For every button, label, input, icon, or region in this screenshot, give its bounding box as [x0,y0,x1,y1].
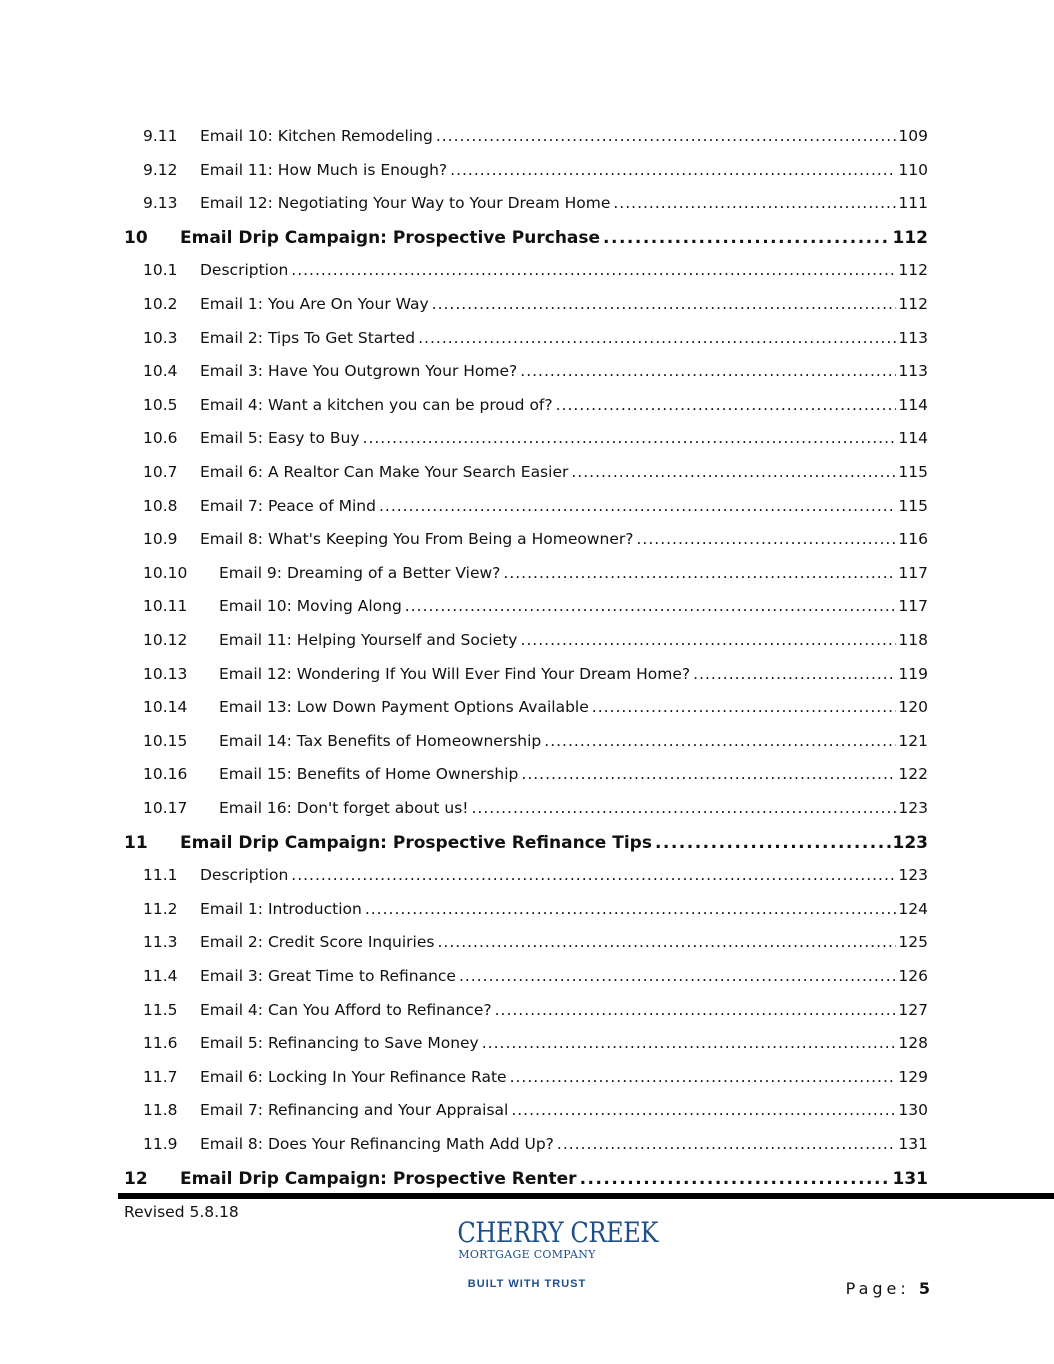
toc-entry-line [200,527,928,551]
toc-entry-page: 117 [896,594,928,618]
toc-entry-title: Description [200,863,291,887]
toc-entry[interactable] [0,695,1054,719]
toc-entry-number: 9.12 [143,160,178,179]
toc-entry-page: 128 [896,1031,928,1055]
toc-entry-title: Email 11: Helping Yourself and Society [219,628,520,652]
toc-entry-line [200,359,928,383]
toc-entry-number: 11.3 [143,933,178,952]
toc-entry-line [200,326,928,350]
toc-entry-line [219,628,928,652]
toc-entry-line [200,897,928,921]
toc-dot-leader [472,796,897,820]
toc-entry-title: Email 15: Benefits of Home Ownership [219,762,521,786]
toc-entry-number: 9.11 [143,127,178,145]
toc-dot-leader [544,729,896,753]
toc-entry[interactable] [0,359,1054,383]
toc-entry-line [200,292,928,316]
toc-entry-number: 11 [124,832,148,853]
toc-dot-leader [520,628,896,652]
toc-entry-number: 10.16 [143,765,188,784]
toc-entry[interactable] [0,158,1054,182]
toc-entry-title: Email 8: What's Keeping You From Being a Homeowner? [200,527,637,551]
toc-entry-title: Email 9: Dreaming of a Better View? [219,561,503,585]
toc-entry[interactable] [0,1132,1054,1156]
toc-dot-leader [482,1031,897,1055]
toc-entry-title: Email 16: Don't forget about us! [219,796,472,820]
company-logo [446,1216,658,1290]
toc-dot-leader [503,561,896,585]
toc-dot-leader [693,662,896,686]
toc-entry-line [200,158,928,182]
toc-entry-page: 113 [896,359,928,383]
toc-entry-title: Email 3: Great Time to Refinance [200,964,459,988]
toc-entry-title: Email Drip Campaign: Prospective Refinance Tips [180,831,655,855]
toc-entry-number: 10.3 [143,328,178,347]
toc-entry-page: 123 [892,832,928,853]
toc-entry-line [219,762,928,786]
toc-entry[interactable] [0,1031,1054,1055]
footer-rule [118,1193,1054,1199]
toc-entry-number: 12 [124,1168,148,1189]
toc-entry[interactable] [0,292,1054,316]
toc-entry-title: Email 1: Introduction [200,897,365,921]
toc-entry-page: 126 [896,964,928,988]
toc-entry-number: 10 [124,227,148,248]
toc-entry-page: 122 [896,762,928,786]
toc-entry-title: Email 6: Locking In Your Refinance Rate [200,1065,510,1089]
toc-dot-leader [432,292,897,316]
toc-entry-title: Email 12: Wondering If You Will Ever Find Your Dream Home? [219,662,693,686]
toc-entry[interactable] [0,124,1054,148]
toc-entry-page: 112 [896,292,928,316]
toc-entry-title: Email 6: A Realtor Can Make Your Search Easier [200,460,571,484]
toc-entry-line [200,191,928,215]
toc-entry-page: 123 [896,863,928,887]
toc-entry-page: 115 [896,494,928,518]
toc-entry-title: Email 5: Refinancing to Save Money [200,1031,482,1055]
logo-wordmark: CHERRY CREEK [457,1216,658,1249]
toc-dot-leader [450,158,896,182]
page-number [846,1279,930,1298]
toc-entry-number: 10.8 [143,496,178,515]
page-label: Page: [845,1279,910,1298]
logo-tagline: BUILT WITH TRUST [467,1278,587,1290]
toc-entry-title: Email 2: Credit Score Inquiries [200,930,437,954]
toc-entry-title: Email 5: Easy to Buy [200,426,363,450]
toc-entry-page: 123 [896,796,928,820]
toc-entry-line [180,1167,928,1191]
toc-entry[interactable] [0,561,1054,585]
toc-entry-page: 113 [896,326,928,350]
toc-entry-line [200,998,928,1022]
toc-entry-title: Email 10: Moving Along [219,594,405,618]
toc-entry-number: 10.14 [143,698,188,717]
toc-entry-title: Email 4: Want a kitchen you can be proud of? [200,393,556,417]
toc-entry[interactable] [0,1098,1054,1122]
toc-entry-line [219,662,928,686]
toc-entry-line [180,226,928,250]
toc-entry-line [200,930,928,954]
toc-entry-number: 11.2 [143,899,178,918]
toc-dot-leader [365,897,897,921]
toc-entry-number: 10.7 [143,463,178,481]
toc-entry[interactable] [0,494,1054,518]
toc-entry-line [180,831,928,855]
revision-note: Revised 5.8.18 [124,1203,239,1221]
toc-entry[interactable] [0,393,1054,417]
toc-dot-leader [655,831,891,855]
toc-dot-leader [510,1065,897,1089]
toc-entry-page: 114 [896,393,928,417]
toc-entry[interactable] [0,897,1054,921]
toc-chapter-entry[interactable] [0,1167,1054,1191]
toc-dot-leader [521,762,896,786]
toc-entry-page: 121 [896,729,928,753]
toc-dot-leader [495,998,897,1022]
toc-dot-leader [437,930,896,954]
toc-entry-number: 10.9 [143,530,178,549]
toc-entry-page: 114 [896,426,928,450]
toc-entry-number: 10.10 [143,563,188,582]
toc-entry-line [200,426,928,450]
toc-entry[interactable] [0,191,1054,215]
toc-entry-number: 10.6 [143,429,178,448]
toc-entry-number: 9.13 [143,194,178,213]
toc-dot-leader [592,695,897,719]
toc-entry-page: 124 [896,897,928,921]
toc-entry-title: Email 7: Refinancing and Your Appraisal [200,1098,511,1122]
toc-entry-title: Email 8: Does Your Refinancing Math Add Up? [200,1132,557,1156]
toc-entry-number: 11.8 [143,1101,178,1120]
toc-entry-number: 11.4 [143,967,178,985]
logo-subtitle: MORTGAGE COMPANY [458,1248,596,1261]
toc-entry-title: Email 1: You Are On Your Way [200,292,432,316]
toc-entry-number: 10.2 [143,295,178,313]
toc-entry-number: 11.1 [143,866,178,885]
toc-entry-title: Email 12: Negotiating Your Way to Your Dream Home [200,191,613,215]
toc-entry[interactable] [0,1065,1054,1089]
toc-entry-page: 119 [896,662,928,686]
toc-entry-page: 120 [896,695,928,719]
toc-entry-number: 11.7 [143,1067,178,1086]
toc-entry-title: Email 10: Kitchen Remodeling [200,124,436,148]
toc-entry-number: 10.11 [143,597,188,616]
toc-entry[interactable] [0,258,1054,282]
toc-entry-number: 11.6 [143,1034,178,1053]
toc-entry-line [200,1132,928,1156]
page-number-value: 5 [918,1279,930,1298]
toc-dot-leader [603,226,890,250]
toc-entry-line [200,1031,928,1055]
toc-entry-line [200,460,928,484]
toc-chapter-entry[interactable] [0,831,1054,855]
toc-entry[interactable] [0,662,1054,686]
toc-entry-line [219,594,928,618]
toc-entry-page: 112 [892,227,928,248]
toc-dot-leader [459,964,896,988]
toc-entry-title: Email 7: Peace of Mind [200,494,379,518]
toc-entry-title: Email 13: Low Down Payment Options Available [219,695,592,719]
toc-dot-leader [511,1098,896,1122]
toc-entry-line [200,494,928,518]
toc-dot-leader [291,863,896,887]
toc-entry-title: Description [200,258,291,282]
toc-entry-title: Email 4: Can You Afford to Refinance? [200,998,495,1022]
toc-entry-page: 131 [892,1168,928,1189]
toc-chapter-entry[interactable] [0,226,1054,250]
toc-entry[interactable] [0,594,1054,618]
toc-dot-leader [520,359,896,383]
toc-entry-page: 118 [896,628,928,652]
toc-dot-leader [637,527,897,551]
toc-entry-page: 116 [896,527,928,551]
toc-entry[interactable] [0,527,1054,551]
toc-entry-page: 109 [896,124,928,148]
toc-entry-number: 10.12 [143,631,188,649]
toc-entry-number: 10.5 [143,395,178,414]
toc-entry[interactable] [0,998,1054,1022]
toc-entry-number: 11.5 [143,1000,178,1019]
toc-entry-line [219,695,928,719]
toc-entry[interactable] [0,796,1054,820]
toc-entry-page: 125 [896,930,928,954]
toc-dot-leader [557,1132,897,1156]
toc-dot-leader [580,1167,891,1191]
toc-entry-number: 11.9 [143,1135,178,1153]
toc-entry-line [200,1065,928,1089]
toc-dot-leader [556,393,897,417]
toc-dot-leader [436,124,897,148]
toc-entry-title: Email 3: Have You Outgrown Your Home? [200,359,520,383]
toc-entry-title: Email 14: Tax Benefits of Homeownership [219,729,544,753]
toc-entry-title: Email 2: Tips To Get Started [200,326,418,350]
toc-entry-number: 10.1 [143,261,178,280]
toc-entry-line [200,124,928,148]
toc-dot-leader [418,326,896,350]
toc-entry-page: 131 [896,1132,928,1156]
toc-dot-leader [291,258,896,282]
toc-entry-title: Email Drip Campaign: Prospective Purchase [180,226,603,250]
toc-entry-line [200,258,928,282]
toc-dot-leader [379,494,896,518]
toc-entry-title: Email 11: How Much is Enough? [200,158,450,182]
toc-dot-leader [363,426,897,450]
toc-entry[interactable] [0,426,1054,450]
toc-entry-page: 127 [896,998,928,1022]
toc-dot-leader [613,191,896,215]
toc-entry-line [200,393,928,417]
toc-entry-page: 130 [896,1098,928,1122]
toc-entry-page: 115 [896,460,928,484]
toc-entry[interactable] [0,930,1054,954]
toc-entry[interactable] [0,762,1054,786]
toc-entry-page: 117 [896,561,928,585]
toc-entry-line [200,863,928,887]
toc-entry[interactable] [0,964,1054,988]
toc-entry-number: 10.4 [143,362,178,381]
toc-entry[interactable] [0,628,1054,652]
toc-entry-page: 112 [896,258,928,282]
toc-entry-page: 129 [896,1065,928,1089]
toc-entry-number: 10.13 [143,664,188,683]
toc-entry-page: 111 [896,191,928,215]
toc-dot-leader [405,594,897,618]
toc-entry[interactable] [0,863,1054,887]
toc-entry-line [200,1098,928,1122]
toc-entry-line [219,561,928,585]
toc-entry-page: 110 [896,158,928,182]
toc-entry-line [200,964,928,988]
toc-entry[interactable] [0,460,1054,484]
toc-entry-line [219,796,928,820]
toc-entry-number: 10.17 [143,799,188,817]
toc-entry-title: Email Drip Campaign: Prospective Renter [180,1167,580,1191]
toc-entry-number: 10.15 [143,731,188,750]
toc-entry[interactable] [0,729,1054,753]
toc-entry[interactable] [0,326,1054,350]
toc-entry-line [219,729,928,753]
toc-dot-leader [571,460,896,484]
